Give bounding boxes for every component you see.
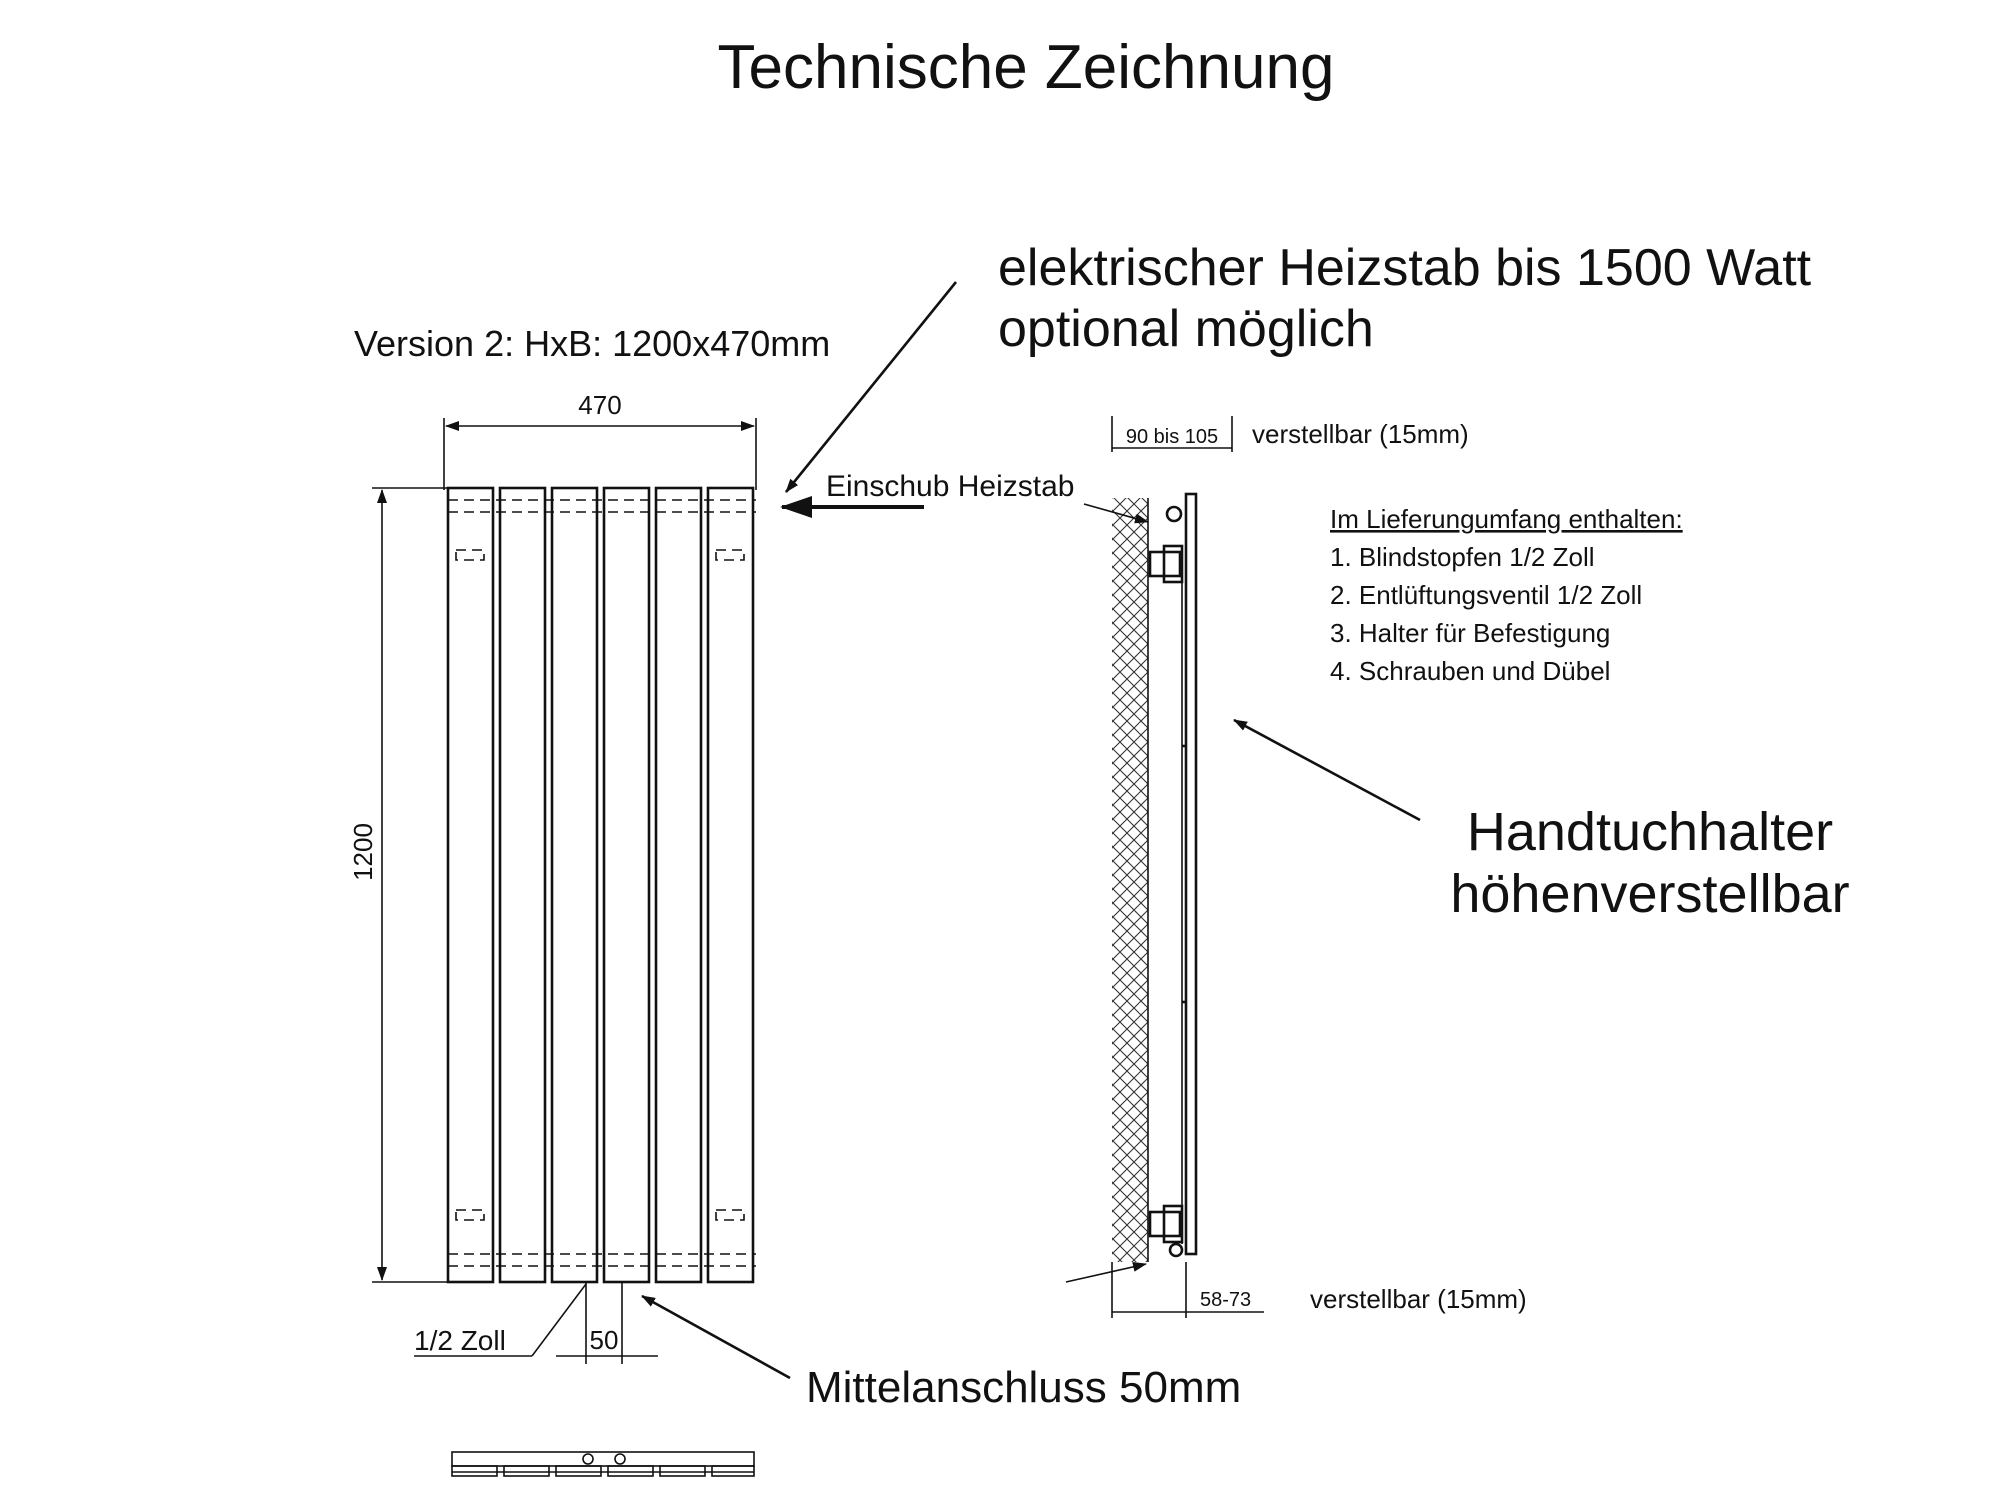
heating-rod-callout-line-1: elektrischer Heizstab bis 1500 Watt xyxy=(998,239,1812,297)
panel-1 xyxy=(448,488,493,1282)
pipe-size-leader xyxy=(532,1284,586,1356)
towel-holder-label-line-2: höhenverstellbar xyxy=(1450,864,1850,924)
panel-6 xyxy=(708,488,753,1282)
center-connection-arrow xyxy=(642,1296,790,1378)
radiator-side-profile xyxy=(1186,494,1196,1254)
front-view xyxy=(348,390,1074,1378)
scope-item: 2. Entlüftungsventil 1/2 Zoll xyxy=(1330,580,1643,610)
panel-2 xyxy=(500,488,545,1282)
insert-heating-rod-label: Einschub Heizstab xyxy=(826,470,1075,503)
center-connection-label: Mittelanschluss 50mm xyxy=(806,1363,1242,1412)
height-dimension-value: 1200 xyxy=(348,823,378,881)
towel-holder-arrow xyxy=(1234,720,1420,820)
heating-rod-callout-line-2: optional möglich xyxy=(998,300,1374,358)
radiator-panels xyxy=(448,488,753,1282)
panel-5 xyxy=(656,488,701,1282)
bottom-adjust-label: verstellbar (15mm) xyxy=(1310,1284,1527,1314)
panel-3 xyxy=(552,488,597,1282)
panel-4 xyxy=(604,488,649,1282)
scope-of-delivery xyxy=(1330,504,1683,686)
version-label: Version 2: HxB: 1200x470mm xyxy=(354,323,831,364)
wall-hatch xyxy=(1112,498,1148,1262)
top-adjust-label: verstellbar (15mm) xyxy=(1252,419,1469,449)
page-title: Technische Zeichnung xyxy=(717,33,1335,102)
top-distance-value: 90 bis 105 xyxy=(1125,426,1219,448)
width-dimension-value: 470 xyxy=(578,390,622,420)
center-dimension-value: 50 xyxy=(589,1325,619,1355)
scope-heading: Im Lieferungumfang enthalten: xyxy=(1330,504,1683,534)
scope-item: 1. Blindstopfen 1/2 Zoll xyxy=(1330,542,1595,572)
heating-rod-pointer-arrow xyxy=(786,282,956,492)
pipe-size-label: 1/2 Zoll xyxy=(414,1325,506,1356)
scope-item: 4. Schrauben und Dübel xyxy=(1330,656,1611,686)
bottom-plan-view xyxy=(452,1452,754,1476)
towel-holder-label-line-1: Handtuchhalter xyxy=(1466,802,1834,862)
bottom-distance-value: 58-73 xyxy=(1200,1289,1252,1311)
scope-item: 3. Halter für Befestigung xyxy=(1330,618,1611,648)
